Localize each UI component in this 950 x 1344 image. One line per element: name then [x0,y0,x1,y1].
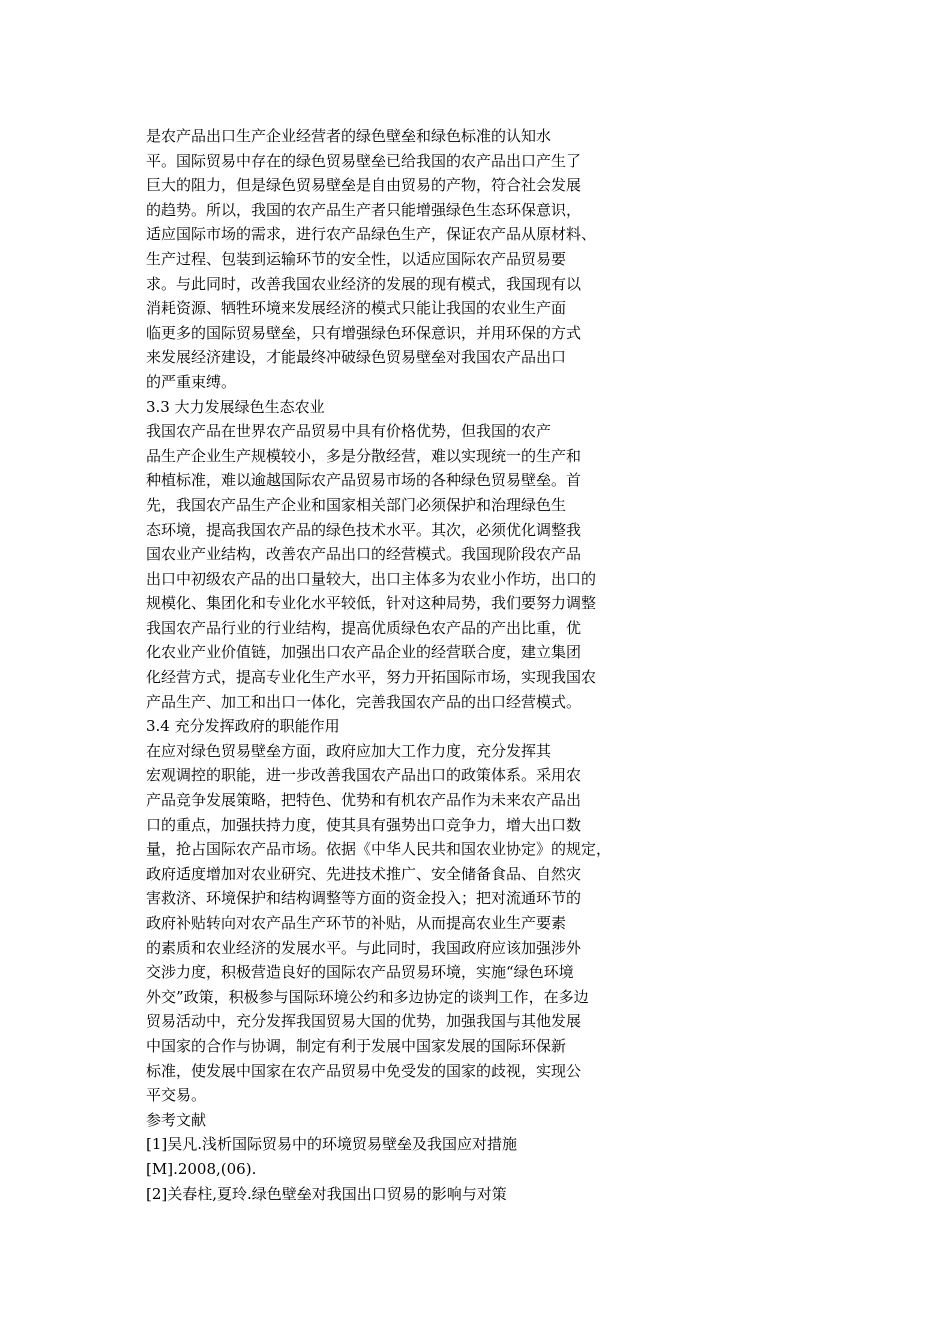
section-heading: 3.4 充分发挥政府的职能作用 [146,717,340,736]
body-line: 的素质和农业经济的发展水平。与此同时，我国政府应该加强涉外 [146,938,582,957]
body-line: 标准，使发展中国家在农产品贸易中免受发的国家的歧视，实现公 [146,1061,582,1080]
reference-entry: [M].2008,(06). [146,1159,257,1178]
body-line: 平交易。 [146,1086,207,1105]
document-body [146,124,666,1206]
body-line: 消耗资源、牺牲环境来发展经济的模式只能让我国的农业生产面 [146,299,567,318]
body-line: 适应国际市场的需求，进行农产品绿色生产，保证农产品从原材料、 [146,225,597,244]
body-line: 口的重点，加强扶持力度，使其具有强势出口竞争力，增大出口数 [146,815,582,834]
body-line: 种植标准，难以逾越国际农产品贸易市场的各种绿色贸易壁垒。首 [146,471,582,490]
body-line: 产品生产、加工和出口一体化，完善我国农产品的出口经营模式。 [146,692,582,711]
body-line: 我国农产品在世界农产品贸易中具有价格优势，但我国的农产 [146,422,552,441]
reference-entry: [2]关春柱,夏玲.绿色壁垒对我国出口贸易的影响与对策 [146,1184,507,1203]
body-line: 贸易活动中，充分发挥我国贸易大国的优势，加强我国与其他发展 [146,1012,582,1031]
body-line: 的趋势。所以，我国的农产品生产者只能增强绿色生态环保意识， [146,200,582,219]
body-line: 态环境，提高我国农产品的绿色技术水平。其次，必须优化调整我 [146,520,582,539]
body-line: 平。国际贸易中存在的绿色贸易壁垒已给我国的农产品出口产生了 [146,151,582,170]
body-line: 政府补贴转向对农产品生产环节的补贴，从而提高农业生产要素 [146,914,567,932]
section-heading: 3.3 大力发展绿色生态农业 [146,397,325,416]
body-line: 品生产企业生产规模较小，多是分散经营，难以实现统一的生产和 [146,446,582,465]
references-heading: 参考文献 [146,1110,207,1129]
body-line: 害救济、环境保护和结构调整等方面的资金投入；把对流通环节的 [146,889,582,908]
body-line: 来发展经济建设，才能最终冲破绿色贸易壁垒对我国农产品出口 [146,348,567,367]
body-line: 外交”政策，积极参与国际环境公约和多边协定的谈判工作，在多边 [146,987,589,1006]
body-line: 的严重束缚。 [146,372,237,391]
body-line: 我国农产品行业的行业结构，提高优质绿色农产品的产出比重，优 [146,618,582,637]
body-line: 规模化、集团化和专业化水平较低，针对这种局势，我们要努力调整 [146,594,597,613]
body-line: 宏观调控的职能，进一步改善我国农产品出口的政策体系。采用农 [146,766,582,785]
body-line: 交涉力度，积极营造良好的国际农产品贸易环境，实施“绿色环境 [146,963,574,982]
body-line: 产品竞争发展策略，把特色、优势和有机农产品作为未来农产品出 [146,791,582,810]
body-line: 在应对绿色贸易壁垒方面，政府应加大工作力度，充分发挥其 [146,741,552,760]
body-line: 化经营方式，提高专业化生产水平，努力开拓国际市场，实现我国农 [146,668,597,687]
body-line: 是农产品出口生产企业经营者的绿色壁垒和绿色标准的认知水 [146,127,552,145]
body-line: 化农业产业价值链，加强出口农产品企业的经营联合度，建立集团 [146,643,582,662]
body-line: 政府适度增加对农业研究、先进技术推广、安全储备食品、自然灾 [146,864,582,883]
body-line: 求。与此同时，改善我国农业经济的发展的现有模式，我国现有以 [146,274,582,293]
body-line: 临更多的国际贸易壁垒，只有增强绿色环保意识，并用环保的方式 [146,323,582,342]
body-line: 生产过程、包装到运输环节的安全性，以适应国际农产品贸易要 [146,249,567,268]
body-line: 先，我国农产品生产企业和国家相关部门必须保护和治理绿色生 [146,495,567,514]
body-line: 量，抢占国际农产品市场。依据《中华人民共和国农业协定》的规定， [146,840,612,859]
body-line: 巨大的阻力，但是绿色贸易壁垒是自由贸易的产物，符合社会发展 [146,176,582,195]
body-line: 国农业产业结构，改善农产品出口的经营模式。我国现阶段农产品 [146,545,582,564]
body-line: 中国家的合作与协调，制定有利于发展中国家发展的国际环保新 [146,1036,567,1055]
reference-entry: [1]吴凡.浅析国际贸易中的环境贸易壁垒及我国应对措施 [146,1135,518,1154]
body-line: 出口中初级农产品的出口量较大，出口主体多为农业小作坊，出口的 [146,569,597,588]
